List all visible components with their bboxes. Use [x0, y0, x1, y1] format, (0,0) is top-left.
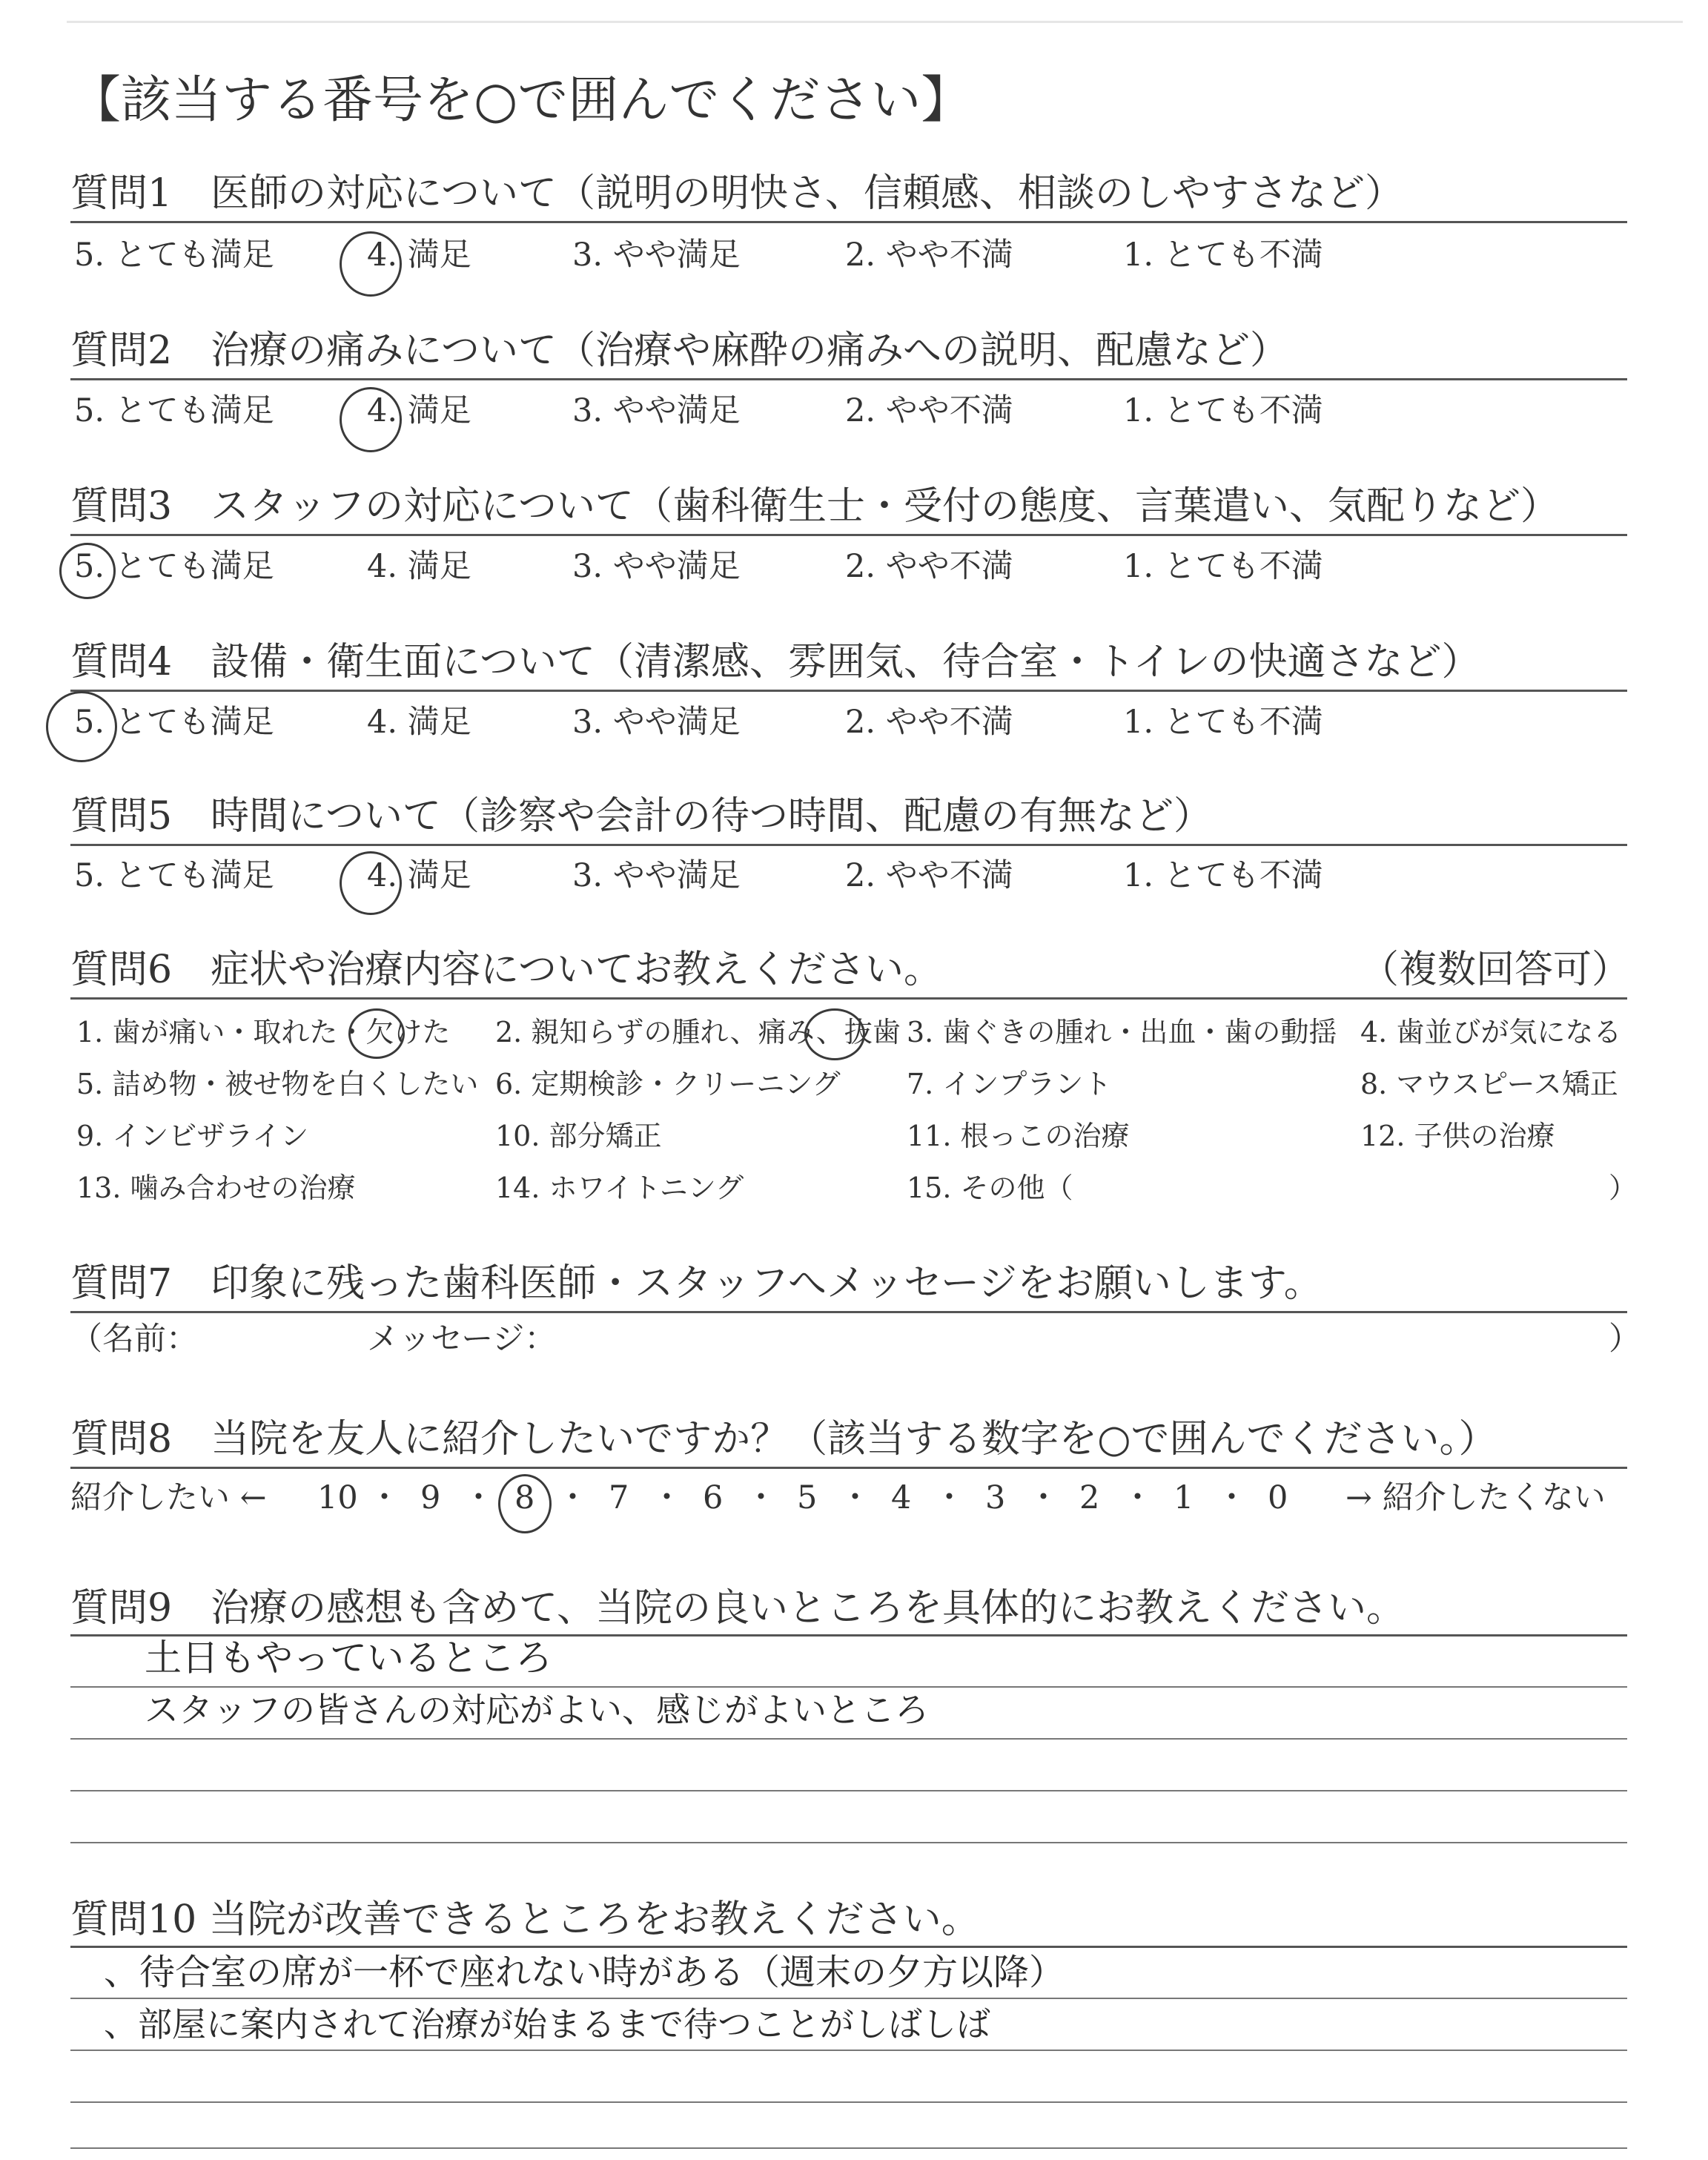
q8-scale-8[interactable]: 8 — [514, 1479, 535, 1516]
q3-option-1[interactable]: 1. とても不満 — [1123, 548, 1323, 585]
q3-option-3[interactable]: 3. やや満足 — [572, 548, 741, 585]
q9-answer-1: 土日もやっているところ — [145, 1636, 552, 1680]
q1-option-1[interactable]: 1. とても不満 — [1123, 237, 1323, 274]
q1-title: 質問1 医師の対応について（説明の明快さ、信頼感、相談のしやすさなど） — [70, 171, 1403, 216]
instruction-heading: 【該当する番号を○で囲んでください】 — [70, 71, 972, 130]
q8-scale-separator: ・ — [933, 1479, 965, 1516]
q9-answer-2: スタッフの皆さんの対応がよい、感じがよいところ — [145, 1690, 929, 1730]
q8-scale-5[interactable]: 5 — [797, 1479, 818, 1516]
q1-option-5[interactable]: 5. とても満足 — [74, 237, 274, 274]
q4-option-3[interactable]: 3. やや満足 — [572, 704, 741, 741]
q6-option-14[interactable]: 14. ホワイトニング — [495, 1172, 744, 1204]
q2-option-1[interactable]: 1. とても不満 — [1123, 392, 1323, 429]
q5-option-1[interactable]: 1. とても不満 — [1123, 857, 1323, 894]
q8-scale-6[interactable]: 6 — [703, 1479, 724, 1516]
q3-selected-circle — [59, 543, 116, 599]
q2-option-3[interactable]: 3. やや満足 — [572, 392, 741, 429]
q10-rule-2 — [70, 2050, 1627, 2051]
q9-rule-2 — [70, 1738, 1627, 1740]
q5-option-2[interactable]: 2. やや不満 — [845, 857, 1013, 894]
q1-option-2[interactable]: 2. やや不満 — [845, 237, 1013, 274]
q8-scale-2[interactable]: 2 — [1079, 1479, 1100, 1516]
q3-option-4[interactable]: 4. 満足 — [367, 548, 471, 585]
q6-option-6[interactable]: 6. 定期検診・クリーニング — [495, 1068, 841, 1100]
q3-option-2[interactable]: 2. やや不満 — [845, 548, 1013, 585]
q8-scale-separator: ・ — [1027, 1479, 1059, 1516]
q5-option-4[interactable]: 4. 満足 — [367, 857, 471, 894]
q5-option-3[interactable]: 3. やや満足 — [572, 857, 741, 894]
q4-selected-circle — [46, 691, 117, 762]
q8-scale-0[interactable]: 0 — [1268, 1479, 1288, 1516]
q1-option-3[interactable]: 3. やや満足 — [572, 237, 741, 274]
q8-scale-9[interactable]: 9 — [420, 1479, 441, 1516]
q6-option-13[interactable]: 13. 噛み合わせの治療 — [76, 1172, 356, 1204]
q7-rule — [70, 1311, 1627, 1313]
q6-option-8[interactable]: 8. マウスピース矯正 — [1360, 1068, 1618, 1100]
q2-rule — [70, 378, 1627, 380]
q10-rule-1 — [70, 1998, 1627, 1999]
q5-option-5[interactable]: 5. とても満足 — [74, 857, 274, 894]
q6-option-3[interactable]: 3. 歯ぐきの腫れ・出血・歯の動揺 — [907, 1016, 1337, 1048]
q7-close-paren: ） — [1609, 1321, 1641, 1358]
q4-title: 質問4 設備・衛生面について（清潔感、雰囲気、待合室・トイレの快適さなど） — [70, 640, 1480, 684]
q2-option-2[interactable]: 2. やや不満 — [845, 392, 1013, 429]
q6-rule — [70, 997, 1627, 1000]
q8-scale-3[interactable]: 3 — [985, 1479, 1006, 1516]
q8-scale-4[interactable]: 4 — [891, 1479, 912, 1516]
scan-top-edge — [67, 21, 1683, 23]
q9-rule-4 — [70, 1842, 1627, 1843]
q6-option-10[interactable]: 10. 部分矯正 — [495, 1120, 662, 1152]
q8-scale-separator: ・ — [368, 1479, 400, 1516]
q8-scale-10[interactable]: 10 — [317, 1479, 358, 1516]
q8-scale-separator: ・ — [1216, 1479, 1248, 1516]
q2-option-4[interactable]: 4. 満足 — [367, 392, 471, 429]
q6-multiple-answers-note: （複数回答可） — [1360, 948, 1631, 992]
q8-scale-separator: ・ — [557, 1479, 589, 1516]
q10-rule-0 — [70, 1946, 1627, 1948]
q5-rule — [70, 844, 1627, 846]
q4-rule — [70, 690, 1627, 692]
q6-option-9[interactable]: 9. インビザライン — [76, 1120, 309, 1152]
q7-name-label: （名前： — [70, 1321, 198, 1358]
q8-scale-separator: ・ — [1122, 1479, 1153, 1516]
q8-scale-separator: ・ — [651, 1479, 683, 1516]
q4-option-1[interactable]: 1. とても不満 — [1123, 704, 1323, 741]
q8-right-label: → 紹介したくない — [1345, 1479, 1606, 1516]
q2-selected-circle — [340, 387, 402, 452]
q8-scale-1[interactable]: 1 — [1174, 1479, 1194, 1516]
q3-title: 質問3 スタッフの対応について（歯科衛生士・受付の態度、言葉遣い、気配りなど） — [70, 484, 1560, 529]
q3-option-5[interactable]: 5. とても満足 — [74, 548, 274, 585]
q1-rule — [70, 221, 1627, 223]
q8-left-label: 紹介したい ← — [70, 1479, 267, 1516]
q4-option-4[interactable]: 4. 満足 — [367, 704, 471, 741]
q5-title: 質問5 時間について（診察や会計の待つ時間、配慮の有無など） — [70, 794, 1213, 839]
q3-rule — [70, 534, 1627, 536]
q6-selected-circle-chipped — [348, 1008, 405, 1059]
q5-selected-circle — [340, 851, 402, 915]
q8-scale-separator: ・ — [463, 1479, 494, 1516]
q6-option-4[interactable]: 4. 歯並びが気になる — [1360, 1016, 1622, 1048]
q9-rule-3 — [70, 1790, 1627, 1791]
q8-selected-circle — [498, 1474, 552, 1533]
q10-title: 質問10 当院が改善できるところをお教えください。 — [70, 1898, 980, 1942]
q10-answer-1: 、待合室の席が一杯で座れない時がある（週末の夕方以降） — [104, 1952, 1065, 1993]
q6-other-close-paren: ） — [1609, 1172, 1638, 1204]
q10-answer-2: 、部屋に案内されて治療が始まるまで待つことがしばしば — [104, 2004, 990, 2044]
q4-option-5[interactable]: 5. とても満足 — [74, 704, 274, 741]
q6-option-15[interactable]: 15. その他（ — [907, 1172, 1073, 1204]
q8-scale-separator: ・ — [745, 1479, 777, 1516]
q8-title: 質問8 当院を友人に紹介したいですか？（該当する数字を○で囲んでください。） — [70, 1417, 1497, 1462]
q8-rule — [70, 1467, 1627, 1469]
q6-option-11[interactable]: 11. 根っこの治療 — [907, 1120, 1130, 1152]
q1-selected-circle — [340, 231, 402, 297]
q8-scale-7[interactable]: 7 — [609, 1479, 629, 1516]
q10-rule-3 — [70, 2101, 1627, 2103]
q10-rule-4 — [70, 2147, 1627, 2149]
q6-option-2[interactable]: 2. 親知らずの腫れ、痛み、抜歯 — [495, 1016, 901, 1048]
q9-title: 質問9 治療の感想も含めて、当院の良いところを具体的にお教えください。 — [70, 1586, 1406, 1631]
q2-title: 質問2 治療の痛みについて（治療や麻酔の痛みへの説明、配慮など） — [70, 328, 1289, 373]
q6-title: 質問6 症状や治療内容についてお教えください。 — [70, 948, 943, 992]
q2-option-5[interactable]: 5. とても満足 — [74, 392, 274, 429]
q6-option-12[interactable]: 12. 子供の治療 — [1360, 1120, 1555, 1152]
q6-option-7[interactable]: 7. インプラント — [907, 1068, 1112, 1100]
q4-option-2[interactable]: 2. やや不満 — [845, 704, 1013, 741]
q8-scale-separator: ・ — [839, 1479, 871, 1516]
q6-option-5[interactable]: 5. 詰め物・被せ物を白くしたい — [76, 1068, 479, 1100]
q7-message-label: メッセージ： — [367, 1321, 557, 1358]
q6-option-1[interactable]: 1. 歯が痛い・取れた・欠けた — [76, 1016, 451, 1048]
q6-selected-circle-extraction — [804, 1008, 865, 1060]
q7-title: 質問7 印象に残った歯科医師・スタッフへメッセージをお願いします。 — [70, 1261, 1323, 1306]
q1-option-4[interactable]: 4. 満足 — [367, 237, 471, 274]
